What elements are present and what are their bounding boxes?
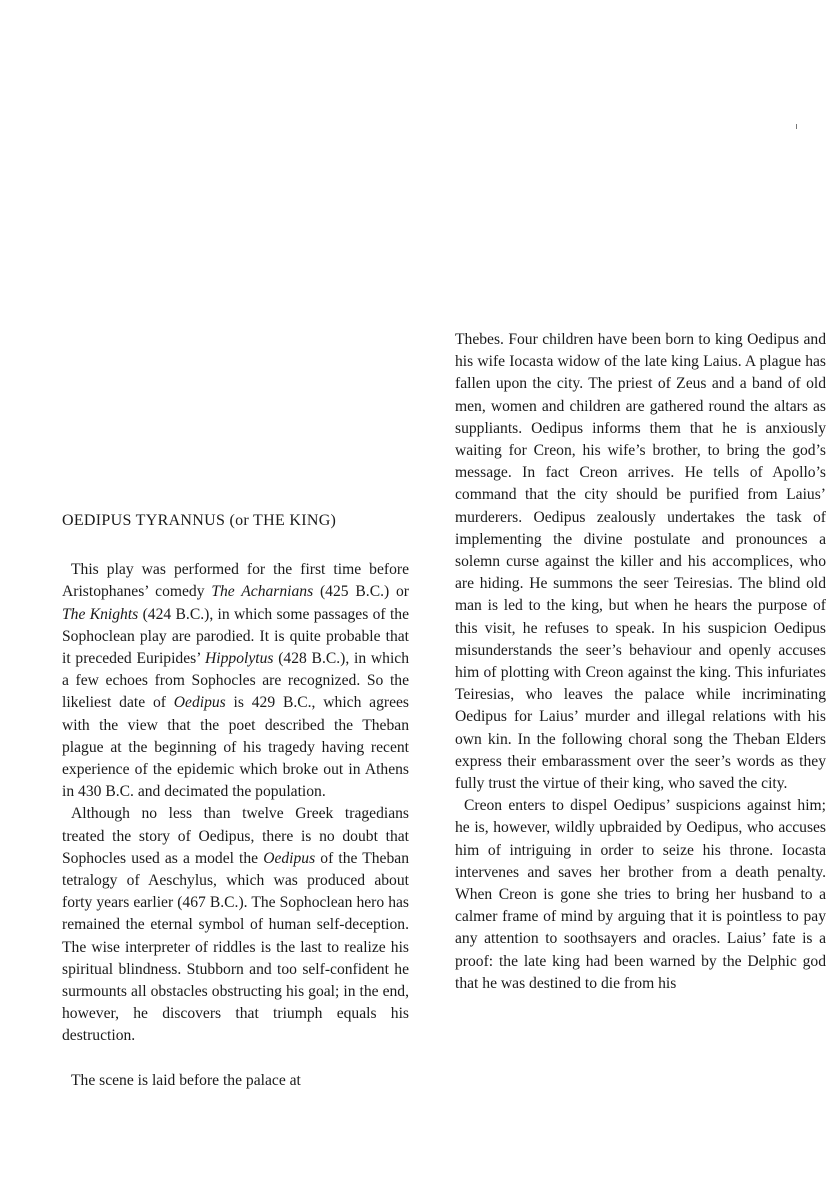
italic-title: The Acharnians <box>211 583 314 601</box>
text-run: is 429 B.C., which agrees with the view that the poet described the Theban plague at the beginning of his tragedy having recent experience of the epidemic which broke out in Athens in 430 B.C. and decimated the population. <box>62 694 410 801</box>
text-run: (425 B.C.) or <box>313 583 409 601</box>
paragraph-plot: Thebes. Four children have been born to king Oedipus and his wife Iocasta widow of the late king Laius. A plague has fallen upon the city. The priest of Zeus and a band of old men, women and children are gathered round the altars as suppliants. Oedipus informs them that he is anxiously waiting for Creon, his wife’s brother, to bring the god’s message. In fact Creon arrives. He tells of Apollo’s command that the city should be purified from Laius’ murderers. Oedipus zealously undertakes the task of implementing the divine postulate and pronounces a solemn curse against the killer and his accomplices, who are hiding. He summons the seer Teiresias. The blind old man is led to the king, but when he hears the purpose of this visit, he refuses to speak. In his suspicion Oedipus misunderstands the seer’s behaviour and openly accuses him of plotting with Creon against the king. This infuriates Teiresias, who leaves the palace while incriminating Oedipus for Laius’ murder and illegal relations with his own kin. In the following choral song the Theban Elders express their embarassment over the seer’s words as they fully trust the virtue of their king, who saved the city. <box>455 331 826 793</box>
right-column <box>455 329 826 995</box>
italic-title: The Knights <box>62 605 139 623</box>
scan-speck <box>796 124 797 129</box>
italic-title: Oedipus <box>263 849 316 867</box>
left-column <box>62 510 409 1092</box>
text-run: (428 B.C.), in which a few echoes from Sophocles are recognized. So the likeliest date of <box>62 650 409 712</box>
paragraph-creon: Creon enters to dispel Oedipus’ suspicions against him; he is, however, wildly upbraided by Oedipus, who accuses him of intriguing in order to seize his throne. Iocasta intervenes and saves her brother from a death penalty. When Creon is gone she tries to bring her husband to a calmer frame of mind by arguing that it is pointless to pay any attention to soothsayers and oracles. Laius’ fate is a proof: the late king had been warned by the Delphic god that he was destined to die from his <box>455 797 826 992</box>
paragraph-scene: The scene is laid before the palace at <box>71 1071 301 1089</box>
italic-title: Oedipus <box>173 694 226 712</box>
text-run: (424 B.C.), in which some passages of the Sophoclean play are parodied. It is quite probable that it preceded Euripides’ <box>62 605 409 668</box>
text-run: of the Theban tetralogy of Aeschylus, which was produced about forty years earlier (467 B.C.). The Sophoclean hero has remained the eternal symbol of human self-deception. The wise interpreter of riddles is the last to realize his spiritual blindness. Stubborn and too self-confident he surmounts all obstacles obstructing his goal; in the end, however, he discovers that triumph equals his destruction. <box>62 849 409 1045</box>
paragraph-date <box>62 559 409 803</box>
paragraph-model <box>62 803 409 1047</box>
text-run: This play was performed for the first time before Aristophanes’ comedy <box>62 561 409 601</box>
page-title: OEDIPUS TYRANNUS (or THE KING) <box>62 512 337 529</box>
text-run: Although no less than twelve Greek tragedians treated the story of Oedipus, there is no doubt that Sophocles used as a model the <box>62 805 409 867</box>
italic-title: Hippolytus <box>205 650 274 668</box>
